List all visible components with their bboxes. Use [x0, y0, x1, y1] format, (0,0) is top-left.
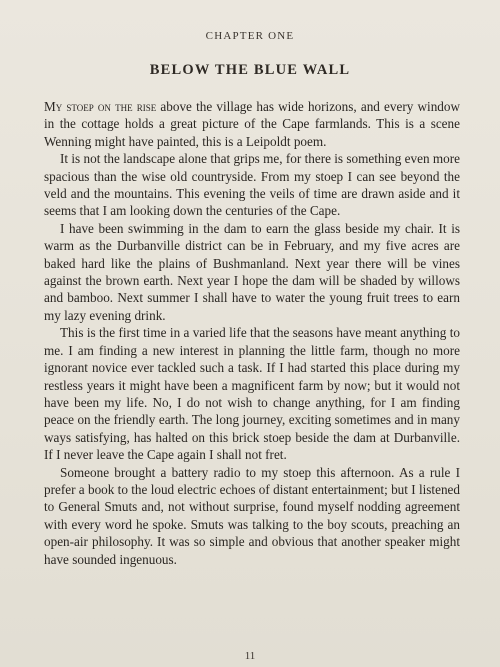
paragraph-2: It is not the landscape alone that grips me, for there is something even more spacious than the wise old countryside. From my stoep I can see beyond the veld and the mountains. This evening the veils of time are drawn aside and it seems that I am looking down the centuries of the Cape. — [44, 151, 460, 219]
paragraph-1 — [44, 98, 460, 150]
paragraph-5: Someone brought a battery radio to my stoep this afternoon. As a rule I prefer a book to the loud electric echoes of distant entertainment; but I listened to General Smuts and, not without surprise, found myself nodding agreement with every word he spoke. Smuts was talking to the boy scouts, preaching an open-air philosophy. It was so simple and obvious that another speaker might have sounded ingenuous. — [44, 464, 460, 567]
paragraph-4: This is the first time in a varied life that the seasons have meant anything to me. I am finding a new interest in planning the little farm, though no more ignorant novice ever tackled such a task. If I had started this place during my restless years it might have been a magnificent farm by now; but it would not have been my life. No, I do not wish to change anything, for I am finding peace on the friendly earth. The long journey, exciting sometimes and in many ways satisfying, has halted on this brick stoep beside the dam at Durbanville. If I never leave the Cape again I shall not fret. — [44, 325, 460, 463]
page-number: 11 — [244, 650, 256, 662]
paragraph-3: I have been swimming in the dam to earn the glass beside my chair. It is warm as the Durbanville district can be in February, and my five acres are baked hard like the plains of Bushmanland. Next year there will be vines against the brown earth. Next year I hope the dam will be shaded by willows and bamboo. Next summer I shall have to water the young fruit trees to earn my lazy evening drink. — [44, 220, 460, 323]
chapter-heading: CHAPTER ONE — [205, 30, 295, 42]
opening-words: My stoep on the rise — [44, 99, 157, 114]
chapter-title: BELOW THE BLUE WALL — [149, 62, 351, 78]
paragraph-1-text: above the village has wide horizons, and every window in the cottage holds a great picture of the Cape farmlands. This is a scene Wenning might have painted, this is a Leipoldt poem. — [44, 99, 460, 149]
body-text — [44, 98, 460, 568]
